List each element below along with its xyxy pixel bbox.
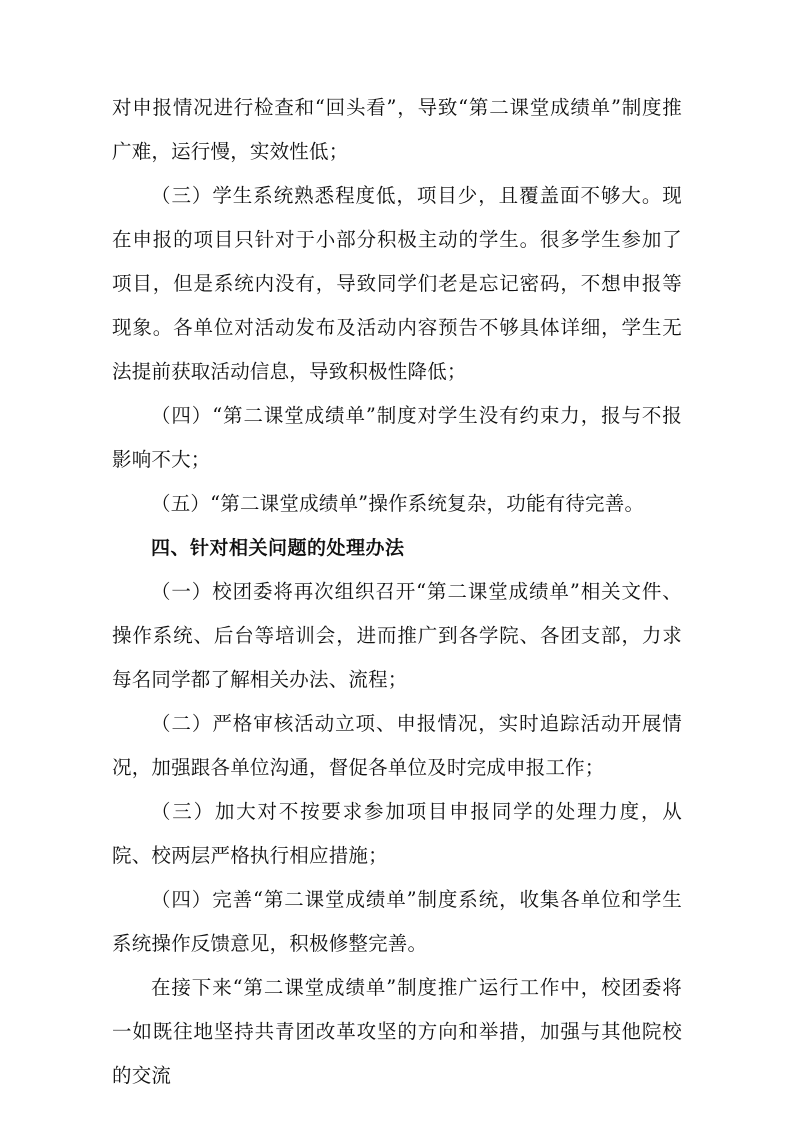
paragraph-measure-item-4: （四）完善“第二课堂成绩单”制度系统，收集各单位和学生系统操作反馈意见，积极修整完善。 [112, 888, 682, 955]
paragraph-problem-item-5: （五）“第二课堂成绩单”操作系统复杂，功能有待完善。 [151, 492, 645, 515]
paragraph-continued: 对申报情况进行检查和“回头看”，导致“第二课堂成绩单”制度推广难，运行慢，实效性低； [112, 96, 682, 163]
paragraph-measure-item-1: （一）校团委将再次组织召开“第二课堂成绩单”相关文件、操作系统、后台等培训会，进而推广到各学院、各团支部，力求每名同学都了解相关办法、流程； [112, 580, 682, 691]
paragraph-problem-item-4: （四）“第二课堂成绩单”制度对学生没有约束力，报与不报影响不大； [112, 404, 682, 471]
paragraph-measure-item-2: （二）严格审核活动立项、申报情况，实时追踪活动开展情况，加强跟各单位沟通，督促各单位及时完成申报工作； [112, 712, 682, 779]
paragraph-closing: 在接下来“第二课堂成绩单”制度推广运行工作中，校团委将一如既往地坚持共青团改革攻坚的方向和举措，加强与其他院校的交流 [112, 976, 682, 1087]
section-heading-four: 四、针对相关问题的处理办法 [151, 537, 405, 559]
paragraph-measure-item-3: （三）加大对不按要求参加项目申报同学的处理力度，从院、校两层严格执行相应措施； [112, 800, 682, 867]
paragraph-problem-item-3: （三）学生系统熟悉程度低，项目少，且覆盖面不够大。现在申报的项目只针对于小部分积极主动的学生。很多学生参加了项目，但是系统内没有，导致同学们老是忘记密码，不想申报等现象。各单位对活动发布及活动内容预告不够具体详细，学生无法提前获取活动信息，导致积极性降低； [112, 184, 682, 383]
document-text-body [112, 86, 682, 1098]
